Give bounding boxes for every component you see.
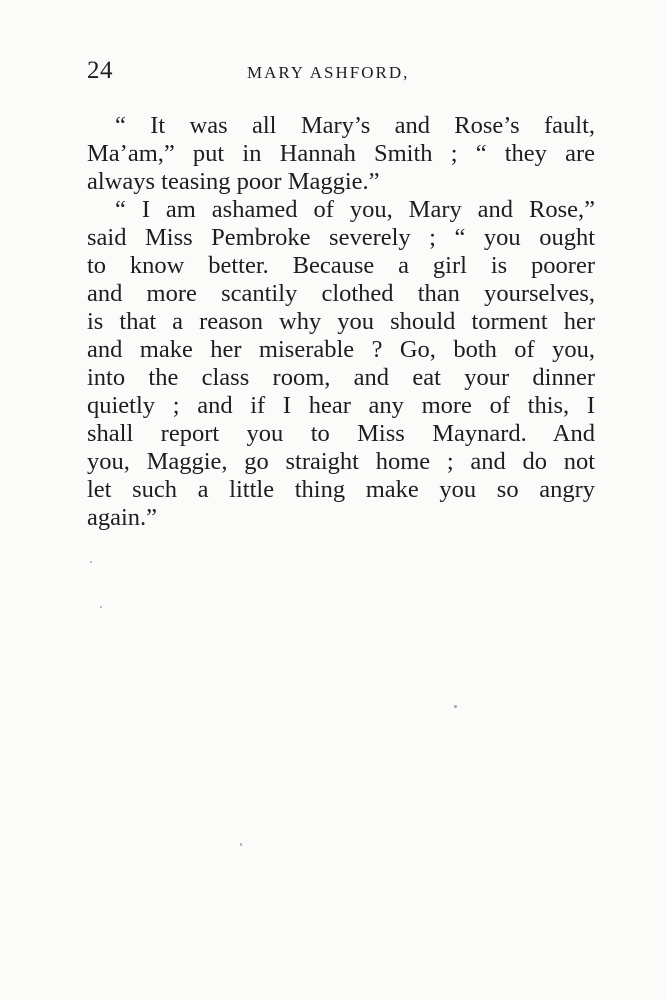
text-line: is that a reason why you should torment her (87, 308, 595, 335)
page-number: 24 (87, 57, 113, 84)
text-line: and more scantily clothed than yourselves, (87, 280, 595, 307)
paper-speck (454, 705, 457, 708)
text-line: you, Maggie, go straight home ; and do not (87, 448, 595, 475)
paper-speck (240, 843, 242, 846)
text-line: again.” (87, 504, 158, 531)
text-line: shall report you to Miss Maynard. And (87, 420, 595, 447)
page-header (87, 57, 597, 91)
text-line: always teasing poor Maggie.” (87, 168, 380, 195)
text-line: quietly ; and if I hear any more of this, I (87, 392, 595, 419)
running-title: MARY ASHFORD, (247, 63, 410, 82)
paper-speck (90, 561, 92, 563)
text-line: said Miss Pembroke severely ; “ you ought (87, 224, 595, 251)
body-text (87, 112, 595, 532)
text-line: Ma’am,” put in Hannah Smith ; “ they are (87, 140, 595, 167)
text-line: to know better. Because a girl is poorer (87, 252, 595, 279)
text-line: let such a little thing make you so angry (87, 476, 595, 503)
text-line: “ It was all Mary’s and Rose’s fault, (115, 112, 595, 139)
text-line: into the class room, and eat your dinner (87, 364, 595, 391)
text-line: “ I am ashamed of you, Mary and Rose,” (115, 196, 595, 223)
paper-speck (100, 606, 102, 608)
text-line: and make her miserable ? Go, both of you, (87, 336, 595, 363)
